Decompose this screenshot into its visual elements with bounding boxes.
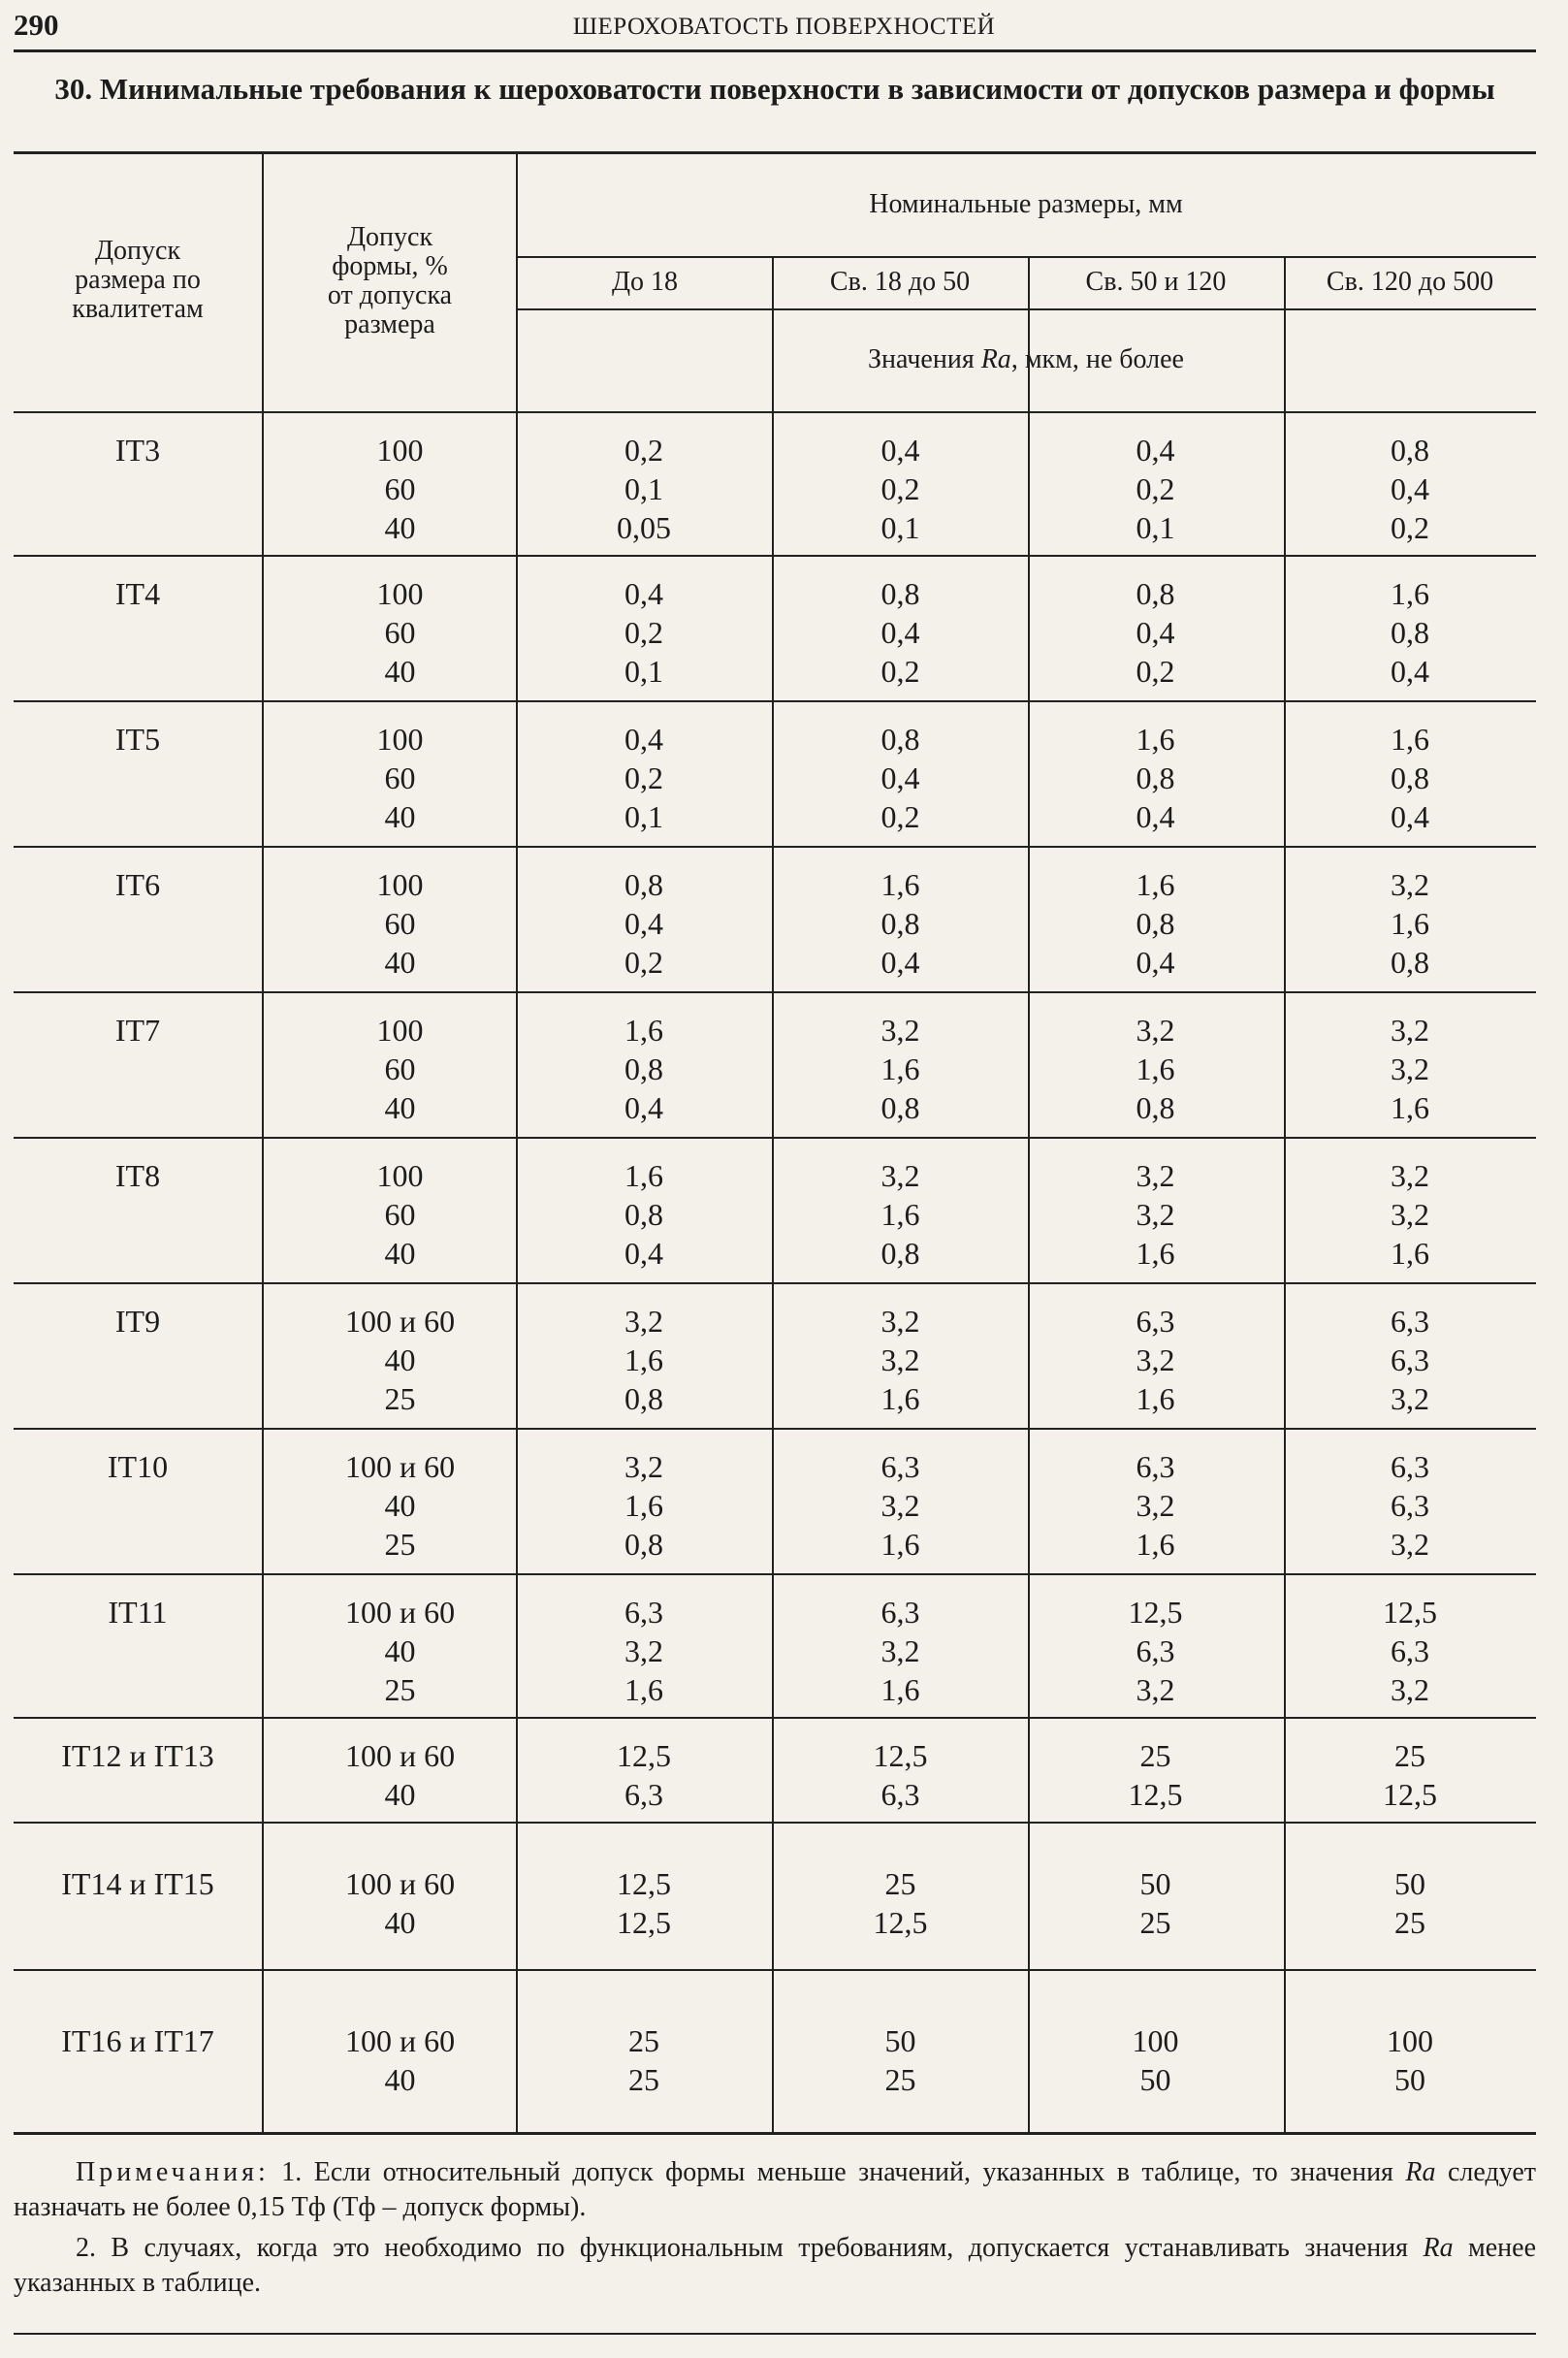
value-cell: 12,5 6,3 3,2 xyxy=(1128,1595,1183,1707)
value-cell: 1,6 0,8 0,4 xyxy=(624,1158,663,1271)
value-cell: 12,5 6,3 xyxy=(873,1738,928,1812)
grade-cell: IT11 xyxy=(108,1595,168,1630)
value-cell: 3,2 1,6 0,8 xyxy=(1136,1013,1175,1125)
value-cell: 25 12,5 xyxy=(1383,1738,1437,1812)
value-cell: 50 25 xyxy=(1139,1866,1171,1940)
notes-label: Примечания: xyxy=(76,2157,270,2187)
value-cell: 0,4 0,2 0,1 xyxy=(1136,433,1175,545)
form-cell: 100 60 40 xyxy=(376,433,424,545)
header-subrule-2 xyxy=(516,308,1536,310)
row-group-it16-it17 xyxy=(14,1971,1536,2132)
value-cell: 0,8 0,4 0,2 xyxy=(624,867,663,980)
grade-cell: IT9 xyxy=(114,1304,161,1339)
header-ra-values: Значения Ra, мкм, не более xyxy=(868,344,1184,374)
running-title: ШЕРОХОВАТОСТЬ ПОВЕРХНОСТЕЙ xyxy=(572,14,996,40)
row-group-it11 xyxy=(14,1575,1536,1717)
value-cell: 0,8 0,4 0,2 xyxy=(1136,576,1175,689)
form-cell: 100 60 40 xyxy=(376,867,424,980)
value-cell: 50 25 xyxy=(884,2023,916,2097)
table-title: 30. Минимальные требования к шероховатости поверхности в зависимости от допусков размера и формы xyxy=(54,72,1495,106)
row-group-it10 xyxy=(14,1430,1536,1573)
grade-cell: IT10 xyxy=(107,1449,169,1484)
grade-cell: IT12 и IT13 xyxy=(61,1738,214,1773)
form-cell: 100 и 60 40 25 xyxy=(344,1595,456,1707)
value-cell: 3,2 3,2 1,6 xyxy=(1136,1158,1175,1271)
grade-cell: IT7 xyxy=(114,1013,161,1048)
header-range-1: До 18 xyxy=(611,267,679,297)
value-cell: 3,2 1,6 0,8 xyxy=(624,1449,663,1562)
value-cell: 1,6 0,8 0,4 xyxy=(624,1013,663,1125)
value-cell: 12,5 12,5 xyxy=(617,1866,671,1940)
form-cell: 100 60 40 xyxy=(376,1013,424,1125)
roughness-table xyxy=(14,151,1536,2134)
row-group-it5 xyxy=(14,702,1536,846)
table-notes xyxy=(14,2155,1536,2301)
value-cell: 1,6 0,8 0,4 xyxy=(1391,576,1429,689)
form-cell: 100 60 40 xyxy=(376,576,424,689)
form-cell: 100 60 40 xyxy=(376,1158,424,1271)
value-cell: 6,3 3,2 1,6 xyxy=(624,1595,663,1707)
row-group-it6 xyxy=(14,848,1536,991)
value-cell: 0,4 0,2 0,1 xyxy=(880,433,920,545)
value-cell: 1,6 0,8 0,4 xyxy=(1136,867,1175,980)
form-cell: 100 и 60 40 xyxy=(344,1866,456,1940)
form-cell: 100 и 60 40 xyxy=(344,2023,456,2097)
form-cell: 100 и 60 40 25 xyxy=(344,1449,456,1562)
value-cell: 6,3 3,2 1,6 xyxy=(880,1449,920,1562)
grade-cell: IT14 и IT15 xyxy=(61,1866,214,1901)
value-cell: 25 12,5 xyxy=(1128,1738,1183,1812)
header-tolerance-size: Допуск размера по квалитетам xyxy=(72,236,204,324)
value-cell: 0,8 0,4 0,2 xyxy=(880,576,920,689)
value-cell: 0,8 0,4 0,2 xyxy=(1391,433,1429,545)
header-rule xyxy=(14,49,1536,52)
header-range-4: Св. 120 до 500 xyxy=(1326,267,1494,297)
grade-cell: IT8 xyxy=(114,1158,161,1193)
value-cell: 6,3 3,2 1,6 xyxy=(1136,1449,1175,1562)
value-cell: 6,3 3,2 1,6 xyxy=(1136,1304,1175,1416)
value-cell: 0,4 0,2 0,1 xyxy=(624,576,663,689)
value-cell: 25 12,5 xyxy=(873,1866,928,1940)
row-group-it4 xyxy=(14,557,1536,700)
form-cell: 100 и 60 40 25 xyxy=(344,1304,456,1416)
value-cell: 12,5 6,3 xyxy=(617,1738,671,1812)
header-range-2: Св. 18 до 50 xyxy=(829,267,971,297)
grade-cell: IT4 xyxy=(114,576,161,611)
value-cell: 6,3 6,3 3,2 xyxy=(1391,1449,1429,1562)
header-subrule-1 xyxy=(516,256,1536,258)
grade-cell: IT3 xyxy=(114,433,161,468)
grade-cell: IT5 xyxy=(114,722,161,757)
value-cell: 3,2 1,6 0,8 xyxy=(880,1158,920,1271)
value-cell: 6,3 6,3 3,2 xyxy=(1391,1304,1429,1416)
form-cell: 100 60 40 xyxy=(376,722,424,834)
row-group-it7 xyxy=(14,993,1536,1137)
value-cell: 3,2 3,2 1,6 xyxy=(880,1304,920,1416)
grade-cell: IT16 и IT17 xyxy=(61,2023,214,2058)
header-range-3: Св. 50 и 120 xyxy=(1085,267,1227,297)
row-group-it8 xyxy=(14,1139,1536,1282)
value-cell: 50 25 xyxy=(1394,1866,1425,1940)
page-bottom-rule xyxy=(14,2333,1536,2335)
row-group-it3 xyxy=(14,413,1536,555)
value-cell: 0,4 0,2 0,1 xyxy=(624,722,663,834)
note-2: 2. В случаях, когда это необходимо по функциональным требованиям, допускается устанавливать значения Ra менее указанных в таблице. xyxy=(14,2233,1536,2298)
value-cell: 0,2 0,1 0,05 xyxy=(617,433,671,545)
value-cell: 0,8 0,4 0,2 xyxy=(880,722,920,834)
value-cell: 6,3 3,2 1,6 xyxy=(880,1595,920,1707)
value-cell: 25 25 xyxy=(628,2023,659,2097)
form-cell: 100 и 60 40 xyxy=(344,1738,456,1812)
note-1: Примечания: 1. Если относительный допуск формы меньше значений, указанных в таблице, то значения Ra следует назначать не более 0,15 Тф (Тф – допуск формы). xyxy=(14,2157,1537,2222)
value-cell: 1,6 0,8 0,4 xyxy=(1136,722,1175,834)
value-cell: 12,5 6,3 3,2 xyxy=(1383,1595,1437,1707)
header-tolerance-form: Допуск формы, % от допуска размера xyxy=(327,222,453,339)
header-nominal-sizes: Номинальные размеры, мм xyxy=(869,189,1183,219)
page-number: 290 xyxy=(14,8,59,42)
table-bottom-rule xyxy=(14,2132,1536,2135)
value-cell: 100 50 xyxy=(1387,2023,1433,2097)
value-cell: 3,2 1,6 0,8 xyxy=(880,1013,920,1125)
row-group-it12-it13 xyxy=(14,1719,1536,1822)
grade-cell: IT6 xyxy=(114,867,161,902)
table-top-rule xyxy=(14,151,1536,154)
value-cell: 3,2 1,6 0,8 xyxy=(624,1304,663,1416)
value-cell: 3,2 3,2 1,6 xyxy=(1391,1013,1429,1125)
value-cell: 100 50 xyxy=(1132,2023,1179,2097)
value-cell: 3,2 3,2 1,6 xyxy=(1391,1158,1429,1271)
value-cell: 1,6 0,8 0,4 xyxy=(1391,722,1429,834)
row-group-it14-it15 xyxy=(14,1824,1536,1969)
row-group-it9 xyxy=(14,1284,1536,1428)
value-cell: 1,6 0,8 0,4 xyxy=(880,867,920,980)
value-cell: 3,2 1,6 0,8 xyxy=(1391,867,1429,980)
